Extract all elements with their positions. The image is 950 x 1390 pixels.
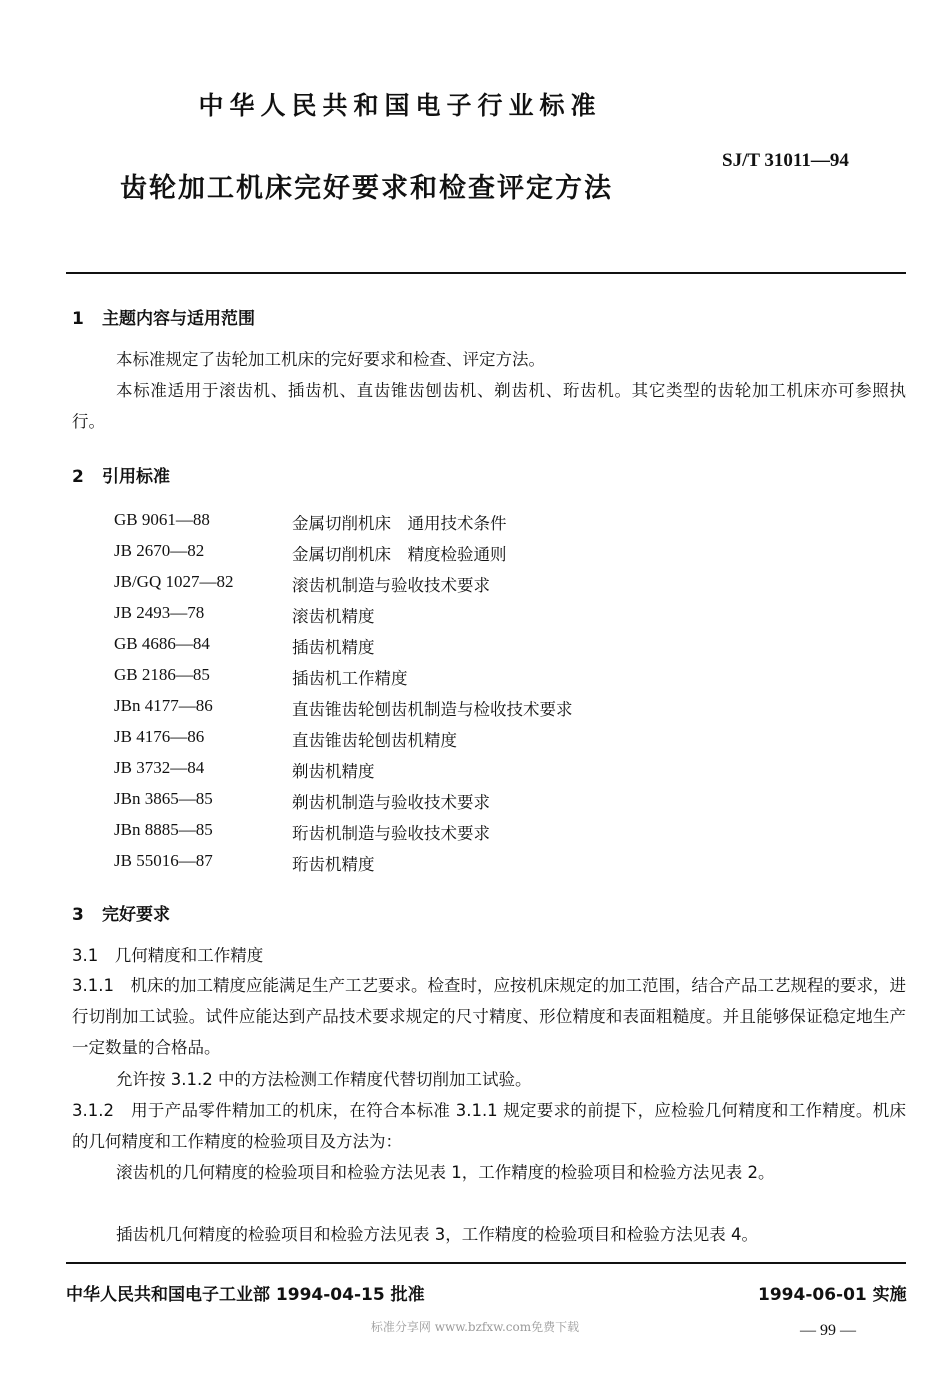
section-1-number: 1 [72, 309, 84, 329]
ref-title: 金属切削机床 通用技术条件 [292, 514, 507, 533]
organization-header: 中华人民共和国电子行业标准 [198, 91, 602, 120]
hobbing-paragraph: 滚齿机的几何精度的检验项目和检验方法见表 1，工作精度的检验项目和检验方法见表 2。 [116, 1163, 775, 1182]
ref-title: 珩齿机制造与验收技术要求 [292, 824, 490, 843]
ref-code: JBn 8885—85 [114, 820, 213, 839]
ref-code: GB 4686—84 [114, 634, 210, 653]
ref-title: 插齿机精度 [292, 638, 375, 657]
ref-title: 直齿锥齿轮刨齿机精度 [292, 731, 457, 750]
watermark-text: 标准分享网 www.bzfxw.com免费下载 [370, 1320, 580, 1334]
ref-code: JB 55016—87 [114, 851, 213, 870]
ref-code: JB 2493—78 [114, 603, 205, 622]
page-number: — 99 — [800, 1322, 856, 1339]
effective-date: 1994-06-01 实施 [758, 1285, 907, 1305]
section-3-number: 3 [72, 905, 84, 925]
bottom-divider [66, 1262, 906, 1264]
section-2-number: 2 [72, 467, 84, 487]
ref-title: 插齿机工作精度 [292, 669, 408, 688]
section-3-heading [72, 900, 170, 925]
ref-title: 剃齿机制造与验收技术要求 [292, 793, 490, 812]
ref-code: JB/GQ 1027—82 [114, 572, 234, 591]
subsection-3-1: 3.1 几何精度和工作精度 [72, 946, 264, 965]
top-divider [66, 272, 906, 274]
ref-title: 金属切削机床 精度检验通则 [292, 545, 507, 564]
section-2-title: 引用标准 [102, 467, 170, 487]
ref-title: 直齿锥齿轮刨齿机制造与检收技术要求 [292, 700, 573, 719]
section-1-paragraph-2: 本标准适用于滚齿机、插齿机、直齿锥齿刨齿机、剃齿机、珩齿机。其它类型的齿轮加工机床亦可参照执行。 [72, 381, 906, 431]
approval-line: 中华人民共和国电子工业部 1994-04-15 批准 [66, 1285, 425, 1305]
ref-code: JB 2670—82 [114, 541, 205, 560]
ref-code: GB 2186—85 [114, 665, 210, 684]
section-1-heading [72, 304, 255, 329]
document-title: 齿轮加工机床完好要求和检查评定方法 [120, 173, 613, 204]
standard-code: SJ/T 31011—94 [722, 150, 849, 171]
ref-code: JB 4176—86 [114, 727, 205, 746]
ref-title: 滚齿机精度 [292, 607, 375, 626]
ref-code: JB 3732—84 [114, 758, 205, 777]
ref-title: 剃齿机精度 [292, 762, 375, 781]
allow-paragraph: 允许按 3.1.2 中的方法检测工作精度代替切削加工试验。 [116, 1070, 532, 1089]
ref-code: JBn 4177—86 [114, 696, 213, 715]
subsection-3-1-2: 3.1.2 用于产品零件精加工的机床，在符合本标准 3.1.1 规定要求的前提下，应检验几何精度和工作精度。机床的几何精度和工作精度的检验项目及方法为： [72, 1101, 906, 1151]
ref-title: 滚齿机制造与验收技术要求 [292, 576, 490, 595]
shaper-paragraph: 插齿机几何精度的检验项目和检验方法见表 3，工作精度的检验项目和检验方法见表 4。 [116, 1225, 758, 1244]
section-2-heading [72, 462, 170, 487]
ref-code: GB 9061—88 [114, 510, 210, 529]
subsection-3-1-1: 3.1.1 机床的加工精度应能满足生产工艺要求。检查时，应按机床规定的加工范围，结合产品工艺规程的要求，进行切削加工试验。试件应能达到产品技术要求规定的尺寸精度、形位精度和表面粗糙度。并且能够保证稳定地生产一定数量的合格品。 [72, 976, 906, 1057]
section-3-title: 完好要求 [102, 905, 170, 925]
section-1-paragraph-1: 本标准规定了齿轮加工机床的完好要求和检查、评定方法。 [116, 350, 545, 369]
ref-title: 珩齿机精度 [292, 855, 375, 874]
ref-code: JBn 3865—85 [114, 789, 213, 808]
section-1-title: 主题内容与适用范围 [102, 309, 255, 329]
